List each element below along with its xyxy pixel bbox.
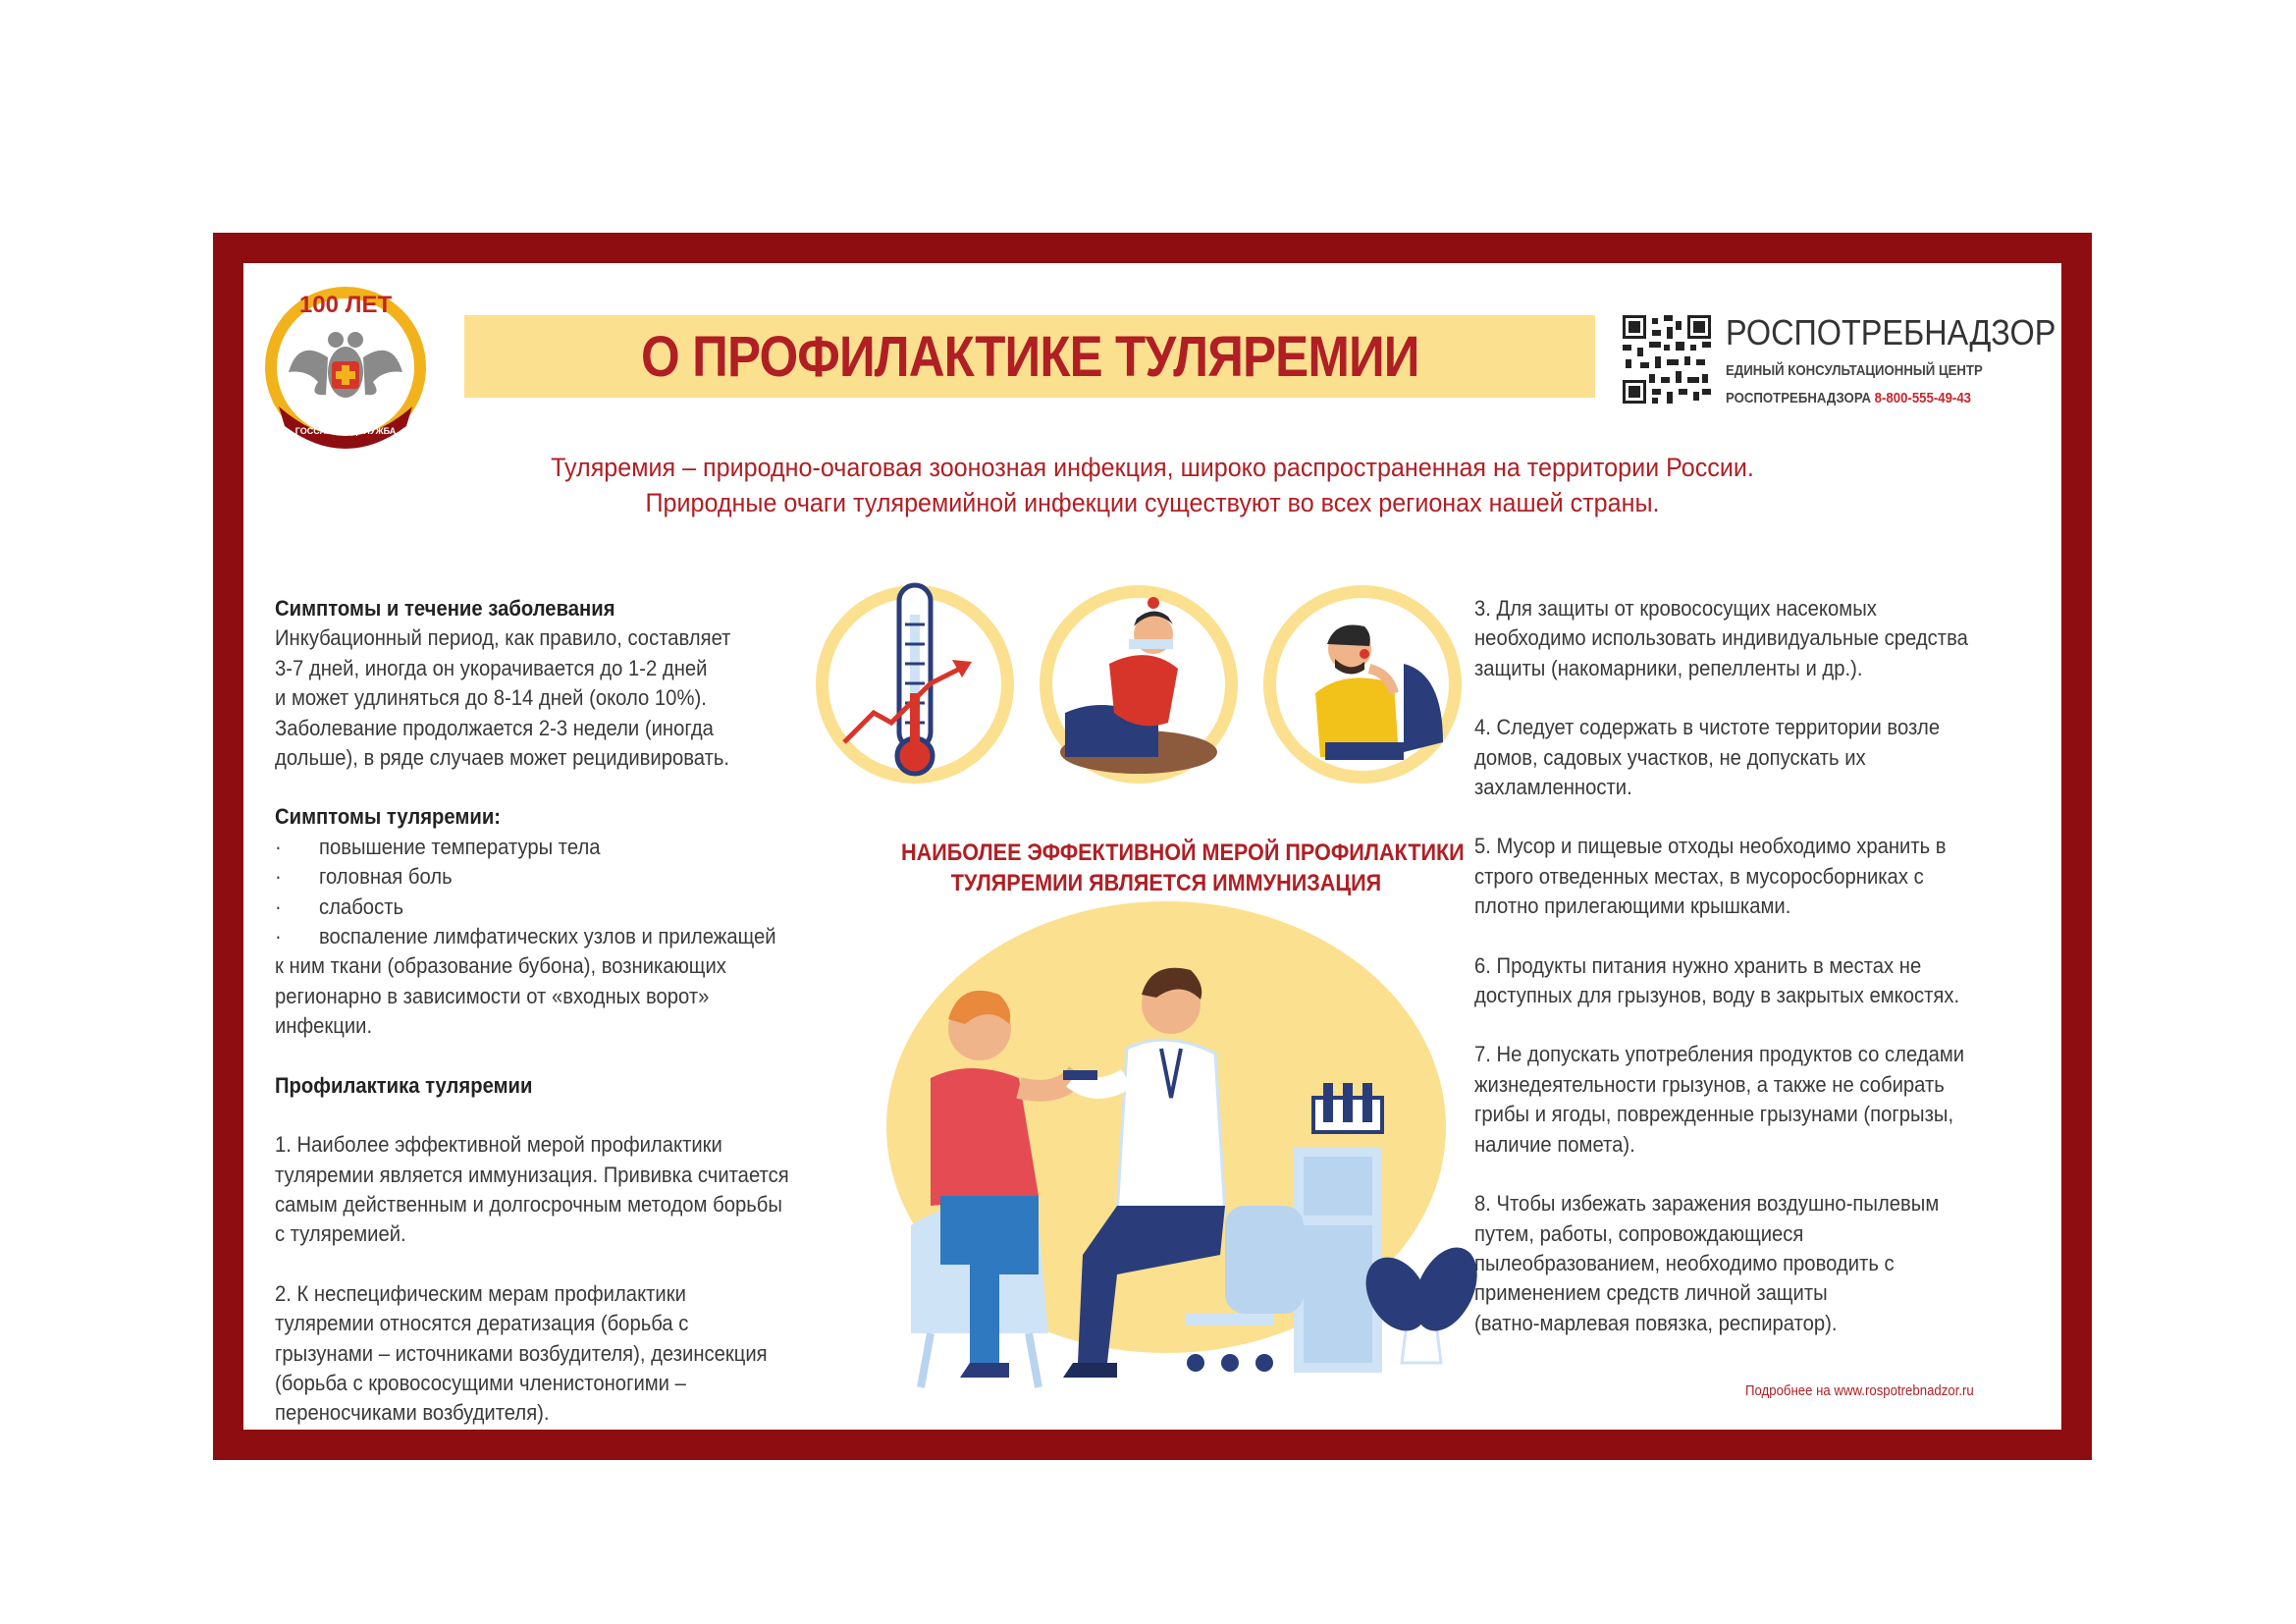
emblem-icon (259, 279, 432, 452)
prevention-heading: Профилактика туляремии (275, 1072, 533, 1098)
symptom-icons (815, 575, 1463, 793)
prevention-3-line: 3. Для защиты от кровососущих насекомых (1474, 596, 1877, 621)
intro-line-2: Природные очаги туляремийной инфекции существуют во всех регионах нашей страны. (645, 488, 1660, 517)
prevention-4-line: домов, садовых участков, не допускать их (1474, 744, 1866, 770)
prevention-8-line: применением средств личной защиты (1474, 1280, 1828, 1306)
prevention-6-line: 6. Продукты питания нужно хранить в местах не (1474, 952, 1922, 978)
prevention-2-line: туляремии относятся дератизация (борьба с (275, 1311, 689, 1336)
symptom-item (275, 893, 823, 922)
prevention-2-line: 2. К неспецифическим мерам профилактики (275, 1280, 686, 1306)
prevention-3-line: защиты (накомарники, репелленты и др.). (1474, 655, 1863, 680)
brand-block (1726, 312, 2056, 408)
emblem-ribbon-text: ГОССАНЭПИДСЛУЖБА (294, 426, 397, 436)
more-info-link[interactable]: Подробнее на www.rospotrebnadzor.ru (1745, 1382, 1974, 1399)
immunization-callout (872, 838, 1465, 898)
brand-phone[interactable]: 8-800-555-49-43 (1874, 390, 1972, 406)
bullet: · (275, 893, 282, 919)
poster-frame (213, 233, 2092, 1460)
bullet: · (275, 924, 282, 949)
right-column (1474, 594, 2054, 1338)
prevention-8-line: 8. Чтобы избежать заражения воздушно-пылевым (1474, 1191, 1940, 1217)
headache-person-icon (1040, 585, 1238, 784)
symptom-text: повышение температуры тела (319, 834, 601, 859)
title-banner (464, 315, 1595, 398)
symptom-text: головная боль (319, 864, 453, 890)
brand-sub-line-1: ЕДИНЫЙ КОНСУЛЬТАЦИОННЫЙ ЦЕНТР (1726, 362, 1983, 379)
emblem-text: 100 ЛЕТ (298, 292, 393, 318)
prevention-1-line: туляремии является иммунизация. Прививка считается (275, 1162, 789, 1187)
page-title: О ПРОФИЛАКТИКЕ ТУЛЯРЕМИИ (640, 324, 1419, 389)
left-column (275, 594, 883, 1429)
prevention-4-line: захламленности. (1474, 775, 1632, 800)
bullet: · (275, 864, 282, 890)
brand-sub-line-2 (1726, 389, 2010, 408)
prevention-6-line: доступных для грызунов, воду в закрытых емкостях. (1474, 983, 1960, 1008)
prevention-1-line: самым действенным и долгосрочным методом борьбы (275, 1191, 782, 1217)
thermometer-fever-icon (816, 585, 1014, 784)
bullet: · (275, 834, 282, 859)
sick-person-icon (1263, 585, 1462, 784)
prevention-5-line: 5. Мусор и пищевые отходы необходимо хранить в (1474, 834, 1947, 859)
callout-line-1: НАИБОЛЕЕ ЭФФЕКТИВНОЙ МЕРОЙ ПРОФИЛАКТИКИ (901, 839, 1465, 866)
course-line: дольше), в ряде случаев может рецидивировать. (275, 745, 730, 771)
prevention-1-line: с туляремией. (275, 1221, 406, 1247)
prevention-7-line: жизнедеятельности грызунов, а также не собирать (1474, 1071, 1945, 1097)
poster-content (243, 263, 2061, 1430)
prevention-2-line: грызунами – источниками возбудителя), дезинсекция (275, 1340, 768, 1366)
course-line: и может удлиняться до 8-14 дней (около 10%). (275, 685, 707, 711)
brand-name: РОСПОТРЕБНАДЗОР (1726, 312, 2056, 352)
prevention-7-line: 7. Не допускать употребления продуктов со следами (1474, 1042, 1965, 1067)
prevention-8-line: путем, работы, сопровождающиеся (1474, 1220, 1804, 1246)
symptom-item (275, 862, 823, 892)
prevention-5-line: строго отведенных местах, в мусоросборниках с (1474, 863, 1924, 889)
intro-text (243, 450, 2061, 520)
symptom-continuation: регионарно в зависимости от «входных ворот» (275, 983, 710, 1008)
prevention-5-line: плотно прилегающими крышками. (1474, 893, 1791, 919)
prevention-8-line: пылеобразованием, необходимо проводить с (1474, 1250, 1895, 1275)
prevention-7-line: наличие помета). (1474, 1131, 1635, 1157)
symptom-text: слабость (319, 893, 404, 919)
prevention-1-line: 1. Наиболее эффективной мерой профилактики (275, 1132, 722, 1158)
vaccination-scene-icon (872, 901, 1490, 1392)
prevention-2-line: (борьба с кровососущими членистоногими – (275, 1370, 686, 1395)
prevention-2-line: переносчиками возбудителя). (275, 1400, 550, 1426)
course-line: Инкубационный период, как правило, составляет (275, 625, 731, 651)
symptom-continuation: к ним ткани (образование бубона), возникающих (275, 953, 726, 979)
prevention-7-line: грибы и ягоды, поврежденные грызунами (погрызы, (1474, 1102, 1954, 1127)
course-line: 3-7 дней, иногда он укорачивается до 1-2 дней (275, 655, 708, 680)
callout-line-2: ТУЛЯРЕМИИ ЯВЛЯЕТСЯ ИММУНИЗАЦИЯ (950, 870, 1382, 896)
prevention-3-line: необходимо использовать индивидуальные средства (1474, 625, 1968, 651)
symptom-text: воспаление лимфатических узлов и прилежащей (319, 924, 776, 949)
intro-line-1: Туляремия – природно-очаговая зоонозная инфекция, широко распространенная на территории России. (551, 453, 1754, 482)
symptom-item (275, 833, 823, 862)
course-line: Заболевание продолжается 2-3 недели (иногда (275, 715, 714, 740)
course-heading: Симптомы и течение заболевания (275, 596, 615, 621)
symptom-continuation: инфекции. (275, 1013, 373, 1039)
qr-code-icon[interactable] (1623, 315, 1711, 404)
prevention-8-line: (ватно-марлевая повязка, респиратор). (1474, 1310, 1838, 1335)
prevention-4-line: 4. Следует содержать в чистоте территории возле (1474, 715, 1941, 740)
brand-sub-org: РОСПОТРЕБНАДЗОРА (1726, 390, 1872, 406)
symptom-item (275, 922, 823, 951)
symptoms-heading: Симптомы туляремии: (275, 804, 502, 830)
